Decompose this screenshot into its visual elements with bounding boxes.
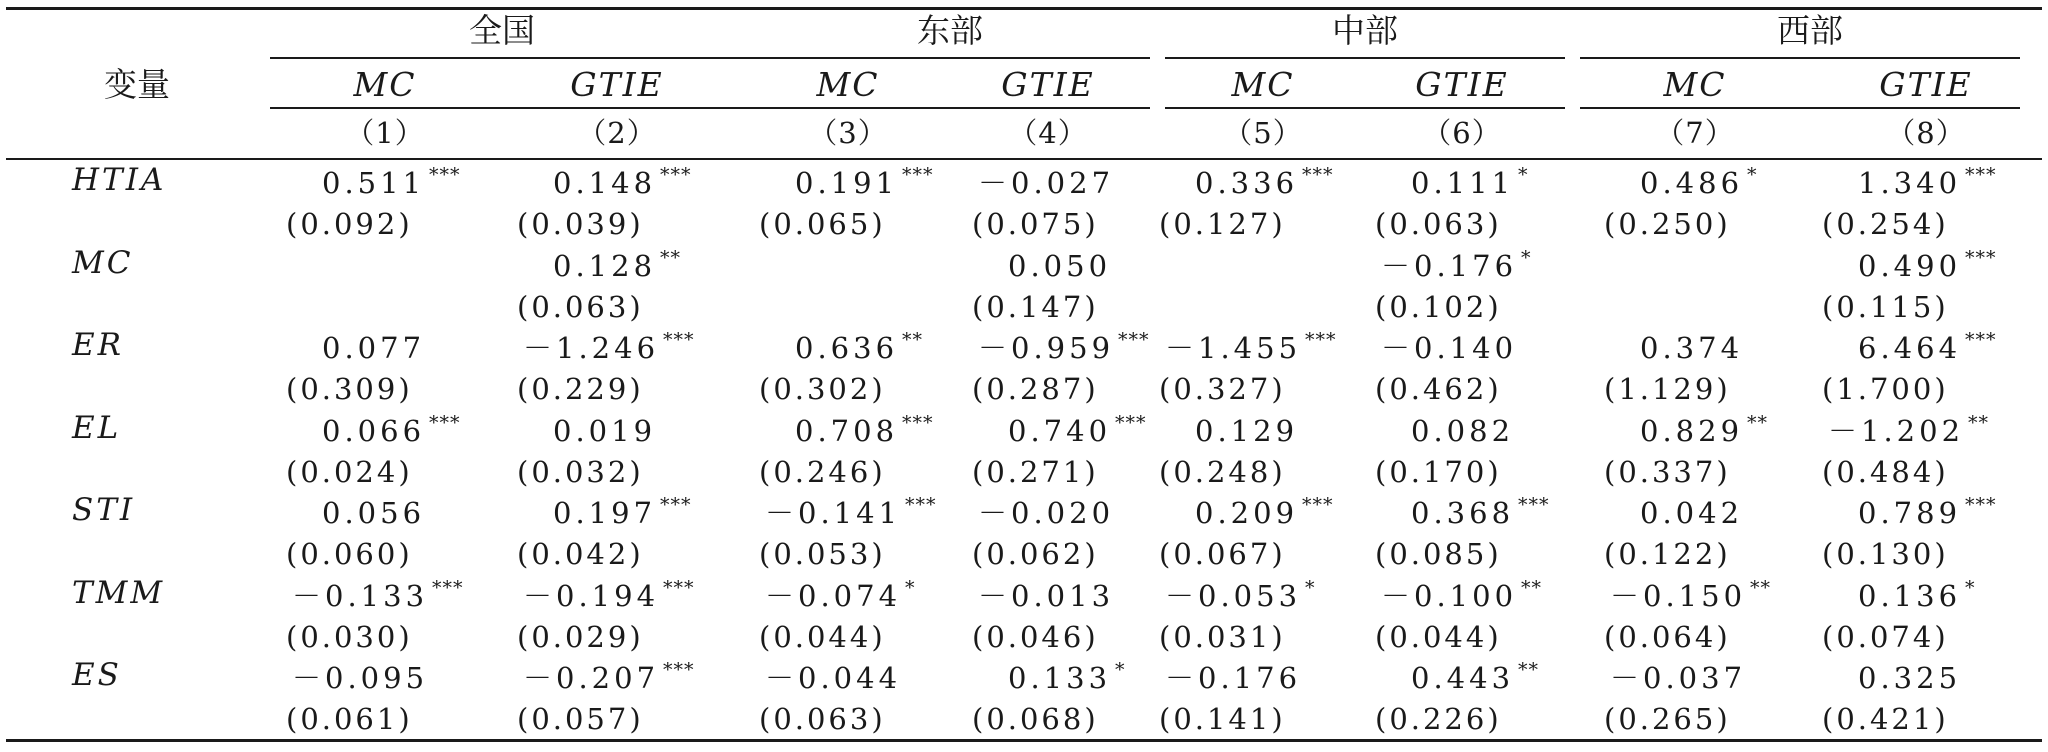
coefficient-value: 0.128 bbox=[553, 248, 657, 283]
coefficient-cell bbox=[322, 331, 426, 365]
standard-error-cell: (0.063) bbox=[759, 702, 886, 736]
significance-stars: ** bbox=[902, 329, 924, 351]
coefficient-cell bbox=[523, 329, 695, 365]
coefficient-value: 6.464 bbox=[1858, 331, 1962, 365]
variable-name: TMM bbox=[72, 574, 166, 611]
col-number-2: （2） bbox=[577, 116, 657, 150]
coefficient-value: －0.013 bbox=[978, 578, 1115, 613]
coefficient-cell bbox=[523, 659, 695, 695]
standard-error-cell: (0.421) bbox=[1822, 702, 1949, 736]
significance-stars: ** bbox=[1750, 576, 1772, 599]
significance-stars: *** bbox=[429, 164, 461, 186]
standard-error-cell: (0.063) bbox=[1375, 207, 1502, 241]
standard-error-cell: (0.031) bbox=[1159, 619, 1286, 654]
coefficient-cell bbox=[1411, 659, 1540, 695]
coefficient-value: －0.176 bbox=[1381, 248, 1518, 283]
variable-name: MC bbox=[72, 244, 134, 281]
significance-stars: *** bbox=[1965, 164, 1997, 186]
significance-stars: ** bbox=[1747, 411, 1769, 434]
coefficient-value: －0.044 bbox=[765, 661, 902, 695]
coefficient-cell bbox=[795, 164, 934, 200]
coefficient-cell bbox=[1381, 246, 1532, 283]
coefficient-cell bbox=[978, 329, 1150, 365]
coefficient-cell bbox=[1381, 576, 1543, 613]
coefficient-cell bbox=[1195, 413, 1299, 448]
coefficient-cell bbox=[1858, 164, 1997, 200]
standard-error-cell: (0.024) bbox=[286, 454, 413, 489]
col-number-1: （1） bbox=[345, 116, 425, 150]
standard-error-cell: (0.327) bbox=[1159, 372, 1286, 406]
coefficient-value: 0.077 bbox=[322, 331, 426, 365]
standard-error-cell: (0.229) bbox=[517, 372, 644, 406]
significance-stars: ** bbox=[660, 246, 682, 269]
coefficient-value: －0.037 bbox=[1610, 661, 1747, 695]
standard-error-cell: (0.127) bbox=[1159, 207, 1286, 241]
significance-stars: *** bbox=[1302, 494, 1334, 516]
coefficient-value: 1.340 bbox=[1858, 166, 1962, 200]
standard-error-cell: (0.060) bbox=[286, 537, 413, 571]
group-header-central: 中部 bbox=[1332, 11, 1398, 50]
standard-error-cell: (0.254) bbox=[1822, 207, 1949, 241]
significance-stars: *** bbox=[660, 494, 692, 516]
coefficient-cell bbox=[1381, 331, 1518, 365]
significance-stars: ** bbox=[1968, 411, 1990, 434]
coefficient-cell bbox=[795, 411, 934, 448]
coefficient-value: －0.100 bbox=[1381, 578, 1518, 613]
coefficient-value: 0.056 bbox=[322, 496, 426, 530]
group-rule-national bbox=[270, 57, 772, 59]
row-header-label: 变量 bbox=[104, 65, 170, 104]
group-header-national: 全国 bbox=[469, 11, 535, 50]
significance-stars: *** bbox=[1302, 164, 1334, 186]
variable-name: STI bbox=[72, 492, 136, 528]
standard-error-cell: (0.302) bbox=[759, 372, 886, 406]
standard-error-cell: (0.042) bbox=[517, 537, 644, 571]
group-rule-west bbox=[1580, 57, 2020, 59]
coefficient-cell bbox=[553, 413, 657, 448]
significance-stars: * bbox=[1965, 576, 1976, 599]
significance-stars: *** bbox=[905, 494, 937, 516]
coefficient-cell bbox=[1411, 413, 1515, 448]
col-number-6: （6） bbox=[1422, 116, 1502, 150]
coefficient-value: 0.136 bbox=[1858, 578, 1962, 613]
coefficient-value: 0.082 bbox=[1411, 413, 1515, 448]
standard-error-cell: (0.102) bbox=[1375, 289, 1502, 324]
standard-error-cell: (0.130) bbox=[1822, 537, 1949, 571]
significance-stars: * bbox=[1747, 164, 1758, 186]
significance-stars: *** bbox=[902, 411, 934, 434]
standard-error-cell: (0.250) bbox=[1604, 207, 1731, 241]
coefficient-value: 0.789 bbox=[1858, 496, 1962, 530]
significance-stars: *** bbox=[660, 164, 692, 186]
significance-stars: *** bbox=[663, 659, 695, 681]
coefficient-value: 0.133 bbox=[1008, 661, 1112, 695]
standard-error-cell: (0.039) bbox=[517, 207, 644, 241]
standard-error-cell: (0.309) bbox=[286, 372, 413, 406]
coefficient-value: 0.368 bbox=[1411, 496, 1515, 530]
standard-error-cell: (0.122) bbox=[1604, 537, 1731, 571]
sub-rule-east bbox=[750, 107, 1150, 109]
standard-error-cell: (0.271) bbox=[972, 454, 1099, 489]
standard-error-cell: (0.044) bbox=[759, 619, 886, 654]
sub-header-5: MC bbox=[1231, 65, 1295, 104]
coefficient-value: 0.325 bbox=[1858, 661, 1962, 695]
standard-error-cell: (0.053) bbox=[759, 537, 886, 571]
sub-header-8: GTIE bbox=[1879, 65, 1973, 104]
coefficient-value: 0.486 bbox=[1640, 166, 1744, 200]
coefficient-value: 0.636 bbox=[795, 331, 899, 365]
coefficient-value: 0.708 bbox=[795, 413, 899, 448]
coefficient-value: 0.019 bbox=[553, 413, 657, 448]
coefficient-cell bbox=[1858, 661, 1962, 695]
group-header-east: 东部 bbox=[917, 11, 983, 50]
significance-stars: *** bbox=[1305, 329, 1337, 351]
coefficient-cell bbox=[1195, 494, 1334, 530]
coefficient-cell bbox=[1828, 411, 1990, 448]
coefficient-value: －0.176 bbox=[1165, 661, 1302, 695]
coefficient-cell bbox=[523, 576, 695, 613]
coefficient-value: 0.740 bbox=[1008, 413, 1112, 448]
standard-error-cell: (0.046) bbox=[972, 619, 1099, 654]
significance-stars: * bbox=[1518, 164, 1529, 186]
significance-stars: *** bbox=[432, 576, 464, 599]
coefficient-cell bbox=[292, 661, 429, 695]
coefficient-cell bbox=[765, 494, 937, 530]
coefficient-value: 0.191 bbox=[795, 166, 899, 200]
standard-error-cell: (0.092) bbox=[286, 207, 413, 241]
coefficient-value: 0.209 bbox=[1195, 496, 1299, 530]
coefficient-cell bbox=[1008, 659, 1126, 695]
col-number-4: （4） bbox=[1008, 116, 1088, 150]
coefficient-cell bbox=[765, 661, 902, 695]
coefficient-value: －0.959 bbox=[978, 331, 1115, 365]
significance-stars: * bbox=[1115, 659, 1126, 681]
coefficient-cell bbox=[1640, 411, 1769, 448]
coefficient-cell bbox=[1640, 496, 1744, 530]
sub-header-7: MC bbox=[1663, 65, 1727, 104]
variable-name: HTIA bbox=[72, 162, 167, 198]
standard-error-cell: (0.032) bbox=[517, 454, 644, 489]
coefficient-cell bbox=[1411, 164, 1529, 200]
coefficient-cell bbox=[553, 246, 682, 283]
standard-error-cell: (0.062) bbox=[972, 537, 1099, 571]
coefficient-value: 0.042 bbox=[1640, 496, 1744, 530]
variable-name: ER bbox=[72, 327, 124, 363]
standard-error-cell: (0.484) bbox=[1822, 454, 1949, 489]
significance-stars: *** bbox=[1518, 494, 1550, 516]
standard-error-cell: (0.265) bbox=[1604, 702, 1731, 736]
standard-error-cell: (0.246) bbox=[759, 454, 886, 489]
coefficient-cell bbox=[978, 496, 1115, 530]
coefficient-value: －0.140 bbox=[1381, 331, 1518, 365]
coefficient-value: 0.129 bbox=[1195, 413, 1299, 448]
col-number-3: （3） bbox=[808, 116, 888, 150]
sub-header-4: GTIE bbox=[1001, 65, 1095, 104]
col-number-5: （5） bbox=[1223, 116, 1303, 150]
coefficient-cell bbox=[1640, 164, 1758, 200]
coefficient-cell bbox=[795, 329, 924, 365]
coefficient-value: 0.511 bbox=[322, 166, 426, 200]
standard-error-cell: (0.061) bbox=[286, 702, 413, 736]
coefficient-cell bbox=[1640, 331, 1744, 365]
coefficient-cell bbox=[978, 578, 1115, 613]
sub-header-6: GTIE bbox=[1415, 65, 1509, 104]
standard-error-cell: (0.068) bbox=[972, 702, 1099, 736]
significance-stars: * bbox=[1521, 246, 1532, 269]
bottom-rule bbox=[6, 739, 2042, 742]
coefficient-cell bbox=[1610, 576, 1772, 613]
coefficient-value: 0.148 bbox=[553, 166, 657, 200]
coefficient-cell bbox=[322, 164, 461, 200]
standard-error-cell: (0.044) bbox=[1375, 619, 1502, 654]
coefficient-cell bbox=[1165, 576, 1316, 613]
coefficient-value: 0.111 bbox=[1411, 166, 1515, 200]
coefficient-value: －0.020 bbox=[978, 496, 1115, 530]
coefficient-cell bbox=[322, 496, 426, 530]
coefficient-cell bbox=[322, 411, 461, 448]
standard-error-cell: (0.248) bbox=[1159, 454, 1286, 489]
significance-stars: *** bbox=[1115, 411, 1147, 434]
coefficient-value: －0.207 bbox=[523, 661, 660, 695]
coefficient-value: －1.455 bbox=[1165, 331, 1302, 365]
coefficient-value: 0.374 bbox=[1640, 331, 1744, 365]
significance-stars: ** bbox=[1518, 659, 1540, 681]
standard-error-cell: (1.129) bbox=[1604, 372, 1731, 406]
coefficient-cell bbox=[1165, 329, 1337, 365]
col-number-7: （7） bbox=[1655, 116, 1735, 150]
coefficient-cell bbox=[553, 164, 692, 200]
significance-stars: *** bbox=[1965, 246, 1997, 269]
coefficient-cell bbox=[1195, 164, 1334, 200]
sub-header-3: MC bbox=[816, 65, 880, 104]
col-number-8: （8） bbox=[1886, 116, 1966, 150]
sub-header-1: MC bbox=[353, 65, 417, 104]
coefficient-cell bbox=[292, 576, 464, 613]
standard-error-cell: (0.065) bbox=[759, 207, 886, 241]
coefficient-value: 0.197 bbox=[553, 496, 657, 530]
coefficient-value: －1.202 bbox=[1828, 413, 1965, 448]
standard-error-cell: (0.030) bbox=[286, 619, 413, 654]
standard-error-cell: (0.064) bbox=[1604, 619, 1731, 654]
coefficient-value: 0.066 bbox=[322, 413, 426, 448]
standard-error-cell: (0.337) bbox=[1604, 454, 1731, 489]
sub-header-2: GTIE bbox=[570, 65, 664, 104]
coefficient-value: 0.490 bbox=[1858, 248, 1962, 283]
coefficient-value: －0.027 bbox=[978, 166, 1115, 200]
standard-error-cell: (0.074) bbox=[1822, 619, 1949, 654]
standard-error-cell: (0.141) bbox=[1159, 702, 1286, 736]
coefficient-value: 0.829 bbox=[1640, 413, 1744, 448]
coefficient-cell bbox=[765, 576, 916, 613]
coefficient-cell bbox=[1858, 576, 1976, 613]
sub-rule-west bbox=[1580, 107, 2020, 109]
group-header-west: 西部 bbox=[1777, 11, 1843, 50]
standard-error-cell: (0.170) bbox=[1375, 454, 1502, 489]
coefficient-cell bbox=[1858, 494, 1997, 530]
coefficient-value: 0.336 bbox=[1195, 166, 1299, 200]
standard-error-cell: (0.462) bbox=[1375, 372, 1502, 406]
significance-stars: *** bbox=[902, 164, 934, 186]
group-rule-east bbox=[750, 57, 1150, 59]
coefficient-value: 0.050 bbox=[1008, 248, 1112, 283]
significance-stars: *** bbox=[663, 329, 695, 351]
significance-stars: * bbox=[1305, 576, 1316, 599]
significance-stars: *** bbox=[1118, 329, 1150, 351]
standard-error-cell: (0.226) bbox=[1375, 702, 1502, 736]
standard-error-cell: (0.075) bbox=[972, 207, 1099, 241]
coefficient-cell bbox=[1008, 248, 1112, 283]
standard-error-cell: (1.700) bbox=[1822, 372, 1949, 406]
standard-error-cell: (0.287) bbox=[972, 372, 1099, 406]
header-rule bbox=[6, 158, 2042, 160]
standard-error-cell: (0.147) bbox=[972, 289, 1099, 324]
coefficient-cell bbox=[1165, 661, 1302, 695]
significance-stars: *** bbox=[429, 411, 461, 434]
standard-error-cell: (0.029) bbox=[517, 619, 644, 654]
significance-stars: *** bbox=[663, 576, 695, 599]
coefficient-cell bbox=[1411, 494, 1550, 530]
standard-error-cell: (0.085) bbox=[1375, 537, 1502, 571]
variable-name: ES bbox=[72, 657, 122, 693]
coefficient-cell bbox=[1858, 329, 1997, 365]
variable-name: EL bbox=[72, 409, 122, 446]
coefficient-cell bbox=[1008, 411, 1147, 448]
coefficient-value: －0.074 bbox=[765, 578, 902, 613]
coefficient-value: －0.095 bbox=[292, 661, 429, 695]
significance-stars: ** bbox=[1521, 576, 1543, 599]
standard-error-cell: (0.063) bbox=[517, 289, 644, 324]
coefficient-value: －0.150 bbox=[1610, 578, 1747, 613]
significance-stars: *** bbox=[1965, 329, 1997, 351]
coefficient-cell bbox=[1858, 246, 1997, 283]
coefficient-cell bbox=[1610, 661, 1747, 695]
standard-error-cell: (0.067) bbox=[1159, 537, 1286, 571]
significance-stars: *** bbox=[1965, 494, 1997, 516]
coefficient-value: －0.133 bbox=[292, 578, 429, 613]
coefficient-value: －1.246 bbox=[523, 331, 660, 365]
coefficient-value: 0.443 bbox=[1411, 661, 1515, 695]
coefficient-value: －0.194 bbox=[523, 578, 660, 613]
top-rule bbox=[6, 7, 2042, 10]
coefficient-cell bbox=[553, 494, 692, 530]
coefficient-value: －0.053 bbox=[1165, 578, 1302, 613]
standard-error-cell: (0.115) bbox=[1822, 289, 1949, 324]
sub-rule-national bbox=[270, 107, 772, 109]
sub-rule-central bbox=[1165, 107, 1565, 109]
coefficient-value: －0.141 bbox=[765, 496, 902, 530]
coefficient-cell bbox=[978, 166, 1115, 200]
standard-error-cell: (0.057) bbox=[517, 702, 644, 736]
significance-stars: * bbox=[905, 576, 916, 599]
group-rule-central bbox=[1165, 57, 1565, 59]
